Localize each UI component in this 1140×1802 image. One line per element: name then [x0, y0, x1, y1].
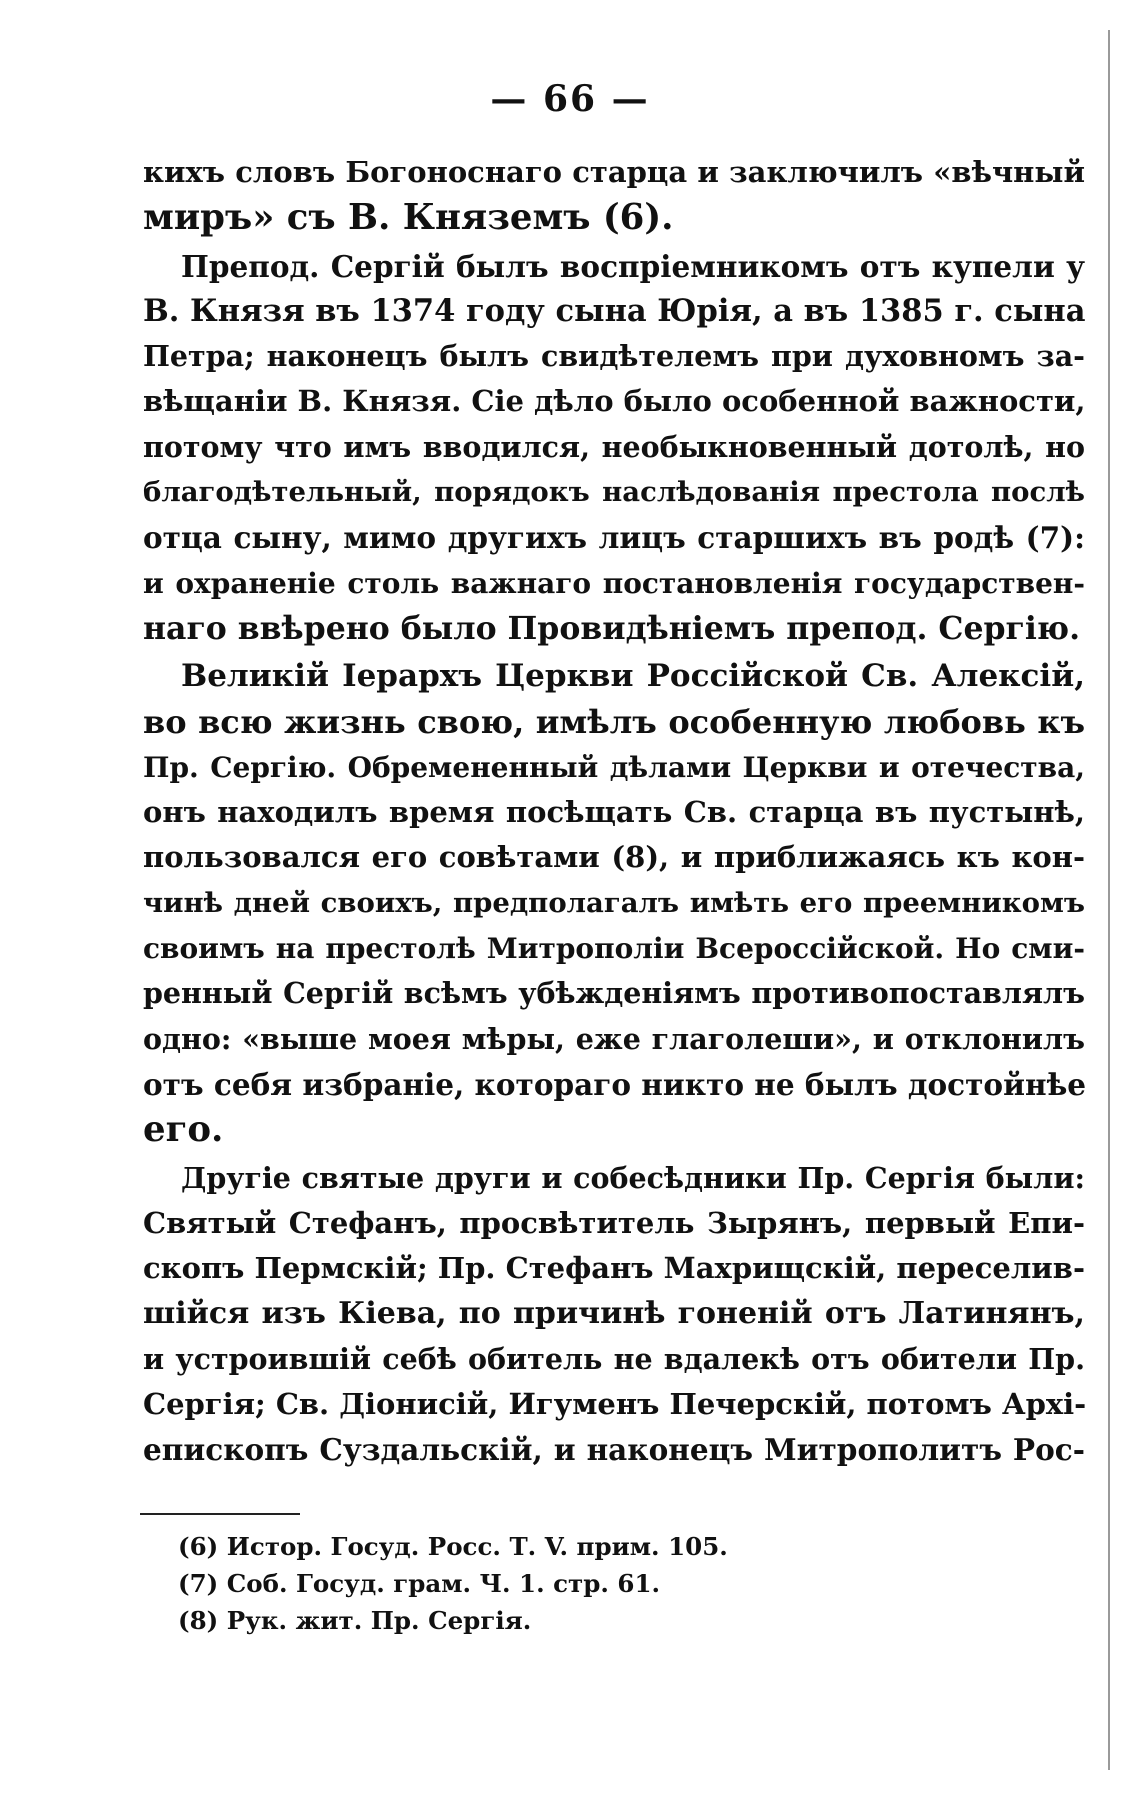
text-line: Препод. Сергій былъ воспріемникомъ отъ купели у [181, 248, 1085, 284]
text-line: Сергія; Св. Діонисій, Игуменъ Печерскій, потомъ Архі- [143, 1387, 1087, 1422]
footnote: (7) Соб. Госуд. грам. Ч. 1. стр. 61. [178, 1569, 661, 1598]
text-line: и устроившій себѣ обитель не вдалекѣ отъ обители Пр. [143, 1341, 1085, 1376]
text-line: одно: «выше моея мѣры, еже глаголеши», и отклонилъ [143, 1021, 1085, 1056]
text-line: чинѣ дней своихъ, предполагалъ имѣть его преемникомъ [143, 886, 1085, 919]
text-line: ренный Сергій всѣмъ убѣжденіямъ противопоставлялъ [143, 976, 1085, 1011]
text-line: шійся изъ Кіева, по причинѣ гоненій отъ Латинянъ, [143, 1296, 1085, 1332]
text-line: онъ находилъ время посѣщать Св. старца въ пустынѣ, [143, 795, 1085, 830]
text-line: В. Князя въ 1374 году сына Юрія, а въ 1385 г. сына [143, 292, 1086, 329]
body-text [143, 150, 1085, 1473]
text-line: потому что имъ вводился, необыкновенный дотолѣ, но [143, 429, 1085, 464]
footnotes [178, 1528, 728, 1639]
footnote: (8) Рук. жит. Пр. Сергія. [178, 1606, 532, 1635]
text-line: Великій Іерархъ Церкви Россійской Св. Алексій, [181, 658, 1085, 695]
text-line: Пр. Сергію. Обремененный дѣлами Церкви и отечества, [143, 750, 1085, 784]
text-line: отъ себя избраніе, котораго никто не былъ достойнѣе [143, 1066, 1087, 1102]
footnote: (6) Истор. Госуд. Росс. Т. V. прим. 105. [178, 1532, 728, 1561]
text-line: скопъ Пермскій; Пр. Стефанъ Махрищскій, переселив- [143, 1251, 1085, 1286]
text-line: Святый Стефанъ, просвѣтитель Зырянъ, первый Епи- [143, 1205, 1085, 1240]
text-line: вѣщаніи В. Князя. Сіе дѣло было особенной важности, [143, 384, 1086, 419]
text-line: его. [143, 1109, 224, 1151]
text-line: кихъ словъ Богоноснаго старца и заключилъ «вѣчный [143, 155, 1085, 189]
text-line: благодѣтельный, порядокъ наслѣдованія престола послѣ [143, 476, 1085, 509]
text-line: епископъ Суздальскій, и наконецъ Митрополитъ Рос- [143, 1432, 1085, 1468]
page-edge-line [1108, 30, 1110, 1770]
text-line: Петра; наконецъ былъ свидѣтелемъ при духовномъ за- [143, 339, 1085, 374]
text-line: пользовался его совѣтами (8), и приближаясь къ кон- [143, 840, 1085, 875]
text-line: наго ввѣрено было Провидѣніемъ препод. Сергію. [143, 609, 1081, 647]
footnote-divider [140, 1513, 300, 1515]
text-line: своимъ на престолѣ Митрополіи Всероссійской. Но сми- [143, 932, 1085, 966]
page-number: — 66 — [490, 78, 650, 120]
text-line: Другіе святые други и собесѣдники Пр. Сергія были: [181, 1160, 1085, 1195]
text-line: во всю жизнь свою, имѣлъ особенную любовь къ [143, 702, 1085, 741]
text-line: отца сыну, мимо другихъ лицъ старшихъ въ родѣ (7): [143, 520, 1085, 556]
text-line: и охраненіе столь важнаго постановленія государствен- [143, 566, 1085, 600]
text-line: миръ» съ В. Княземъ (6). [143, 197, 674, 239]
